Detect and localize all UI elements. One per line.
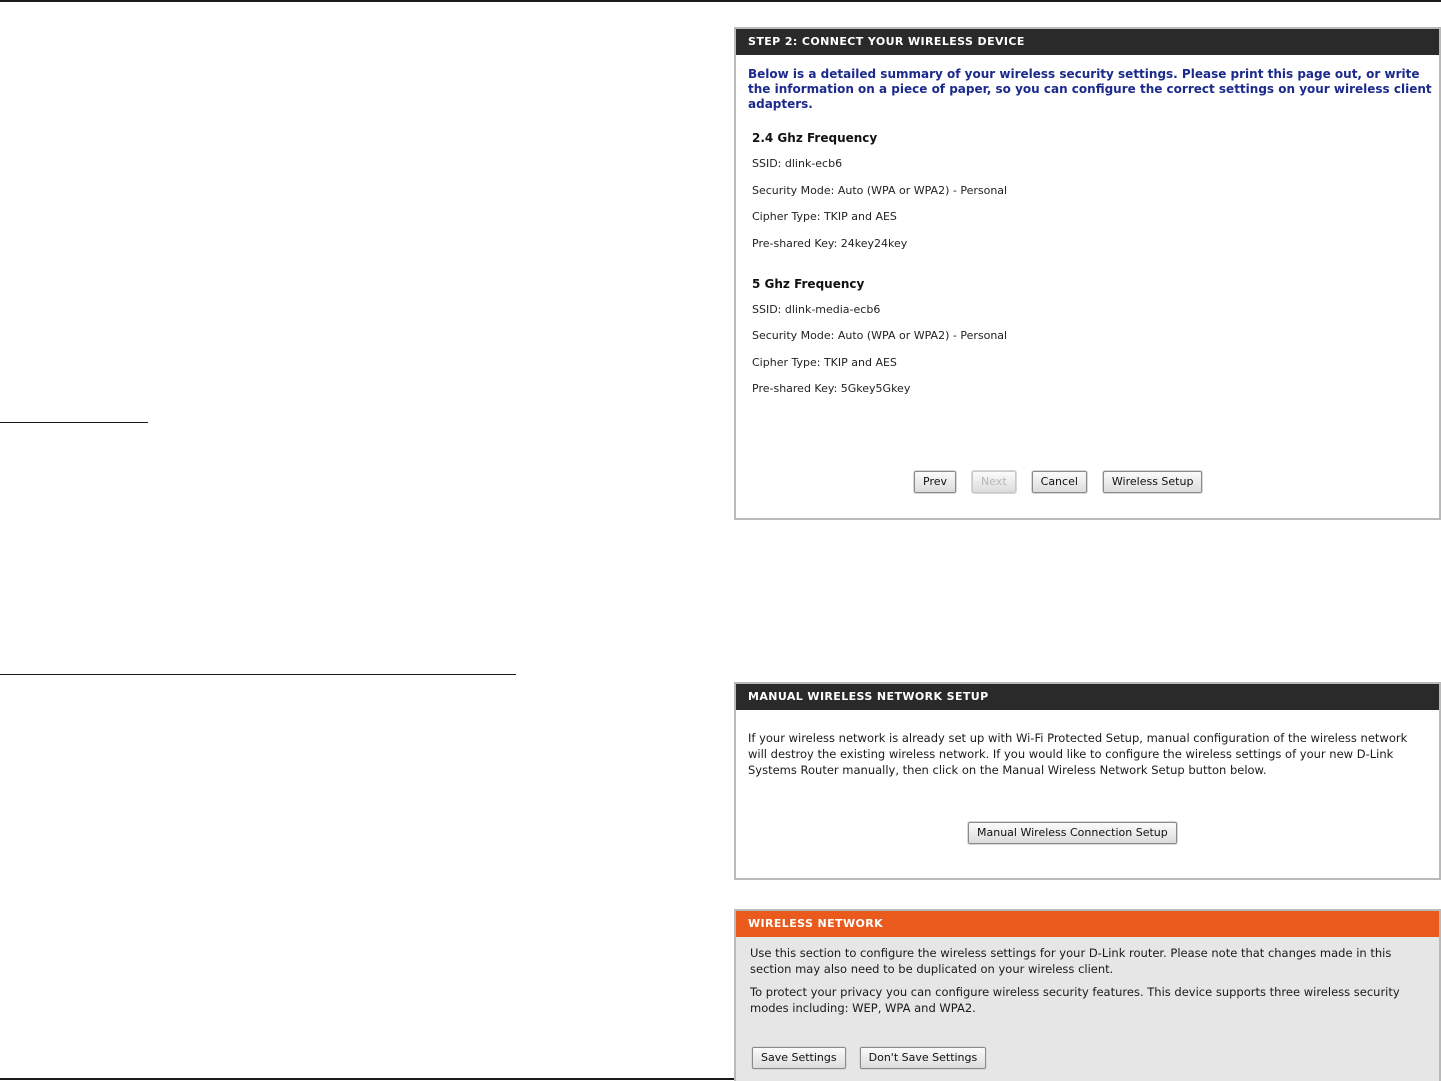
wireless-network-button-row	[736, 1047, 1439, 1069]
band-24-heading: 2.4 Ghz Frequency	[752, 131, 878, 145]
wireless-setup-button[interactable]: Wireless Setup	[1103, 471, 1203, 493]
save-settings-button[interactable]: Save Settings	[752, 1047, 846, 1069]
step2-connect-panel	[734, 27, 1441, 520]
band-5-summary	[748, 274, 1425, 400]
dont-save-settings-button[interactable]: Don't Save Settings	[860, 1047, 987, 1069]
left-underline-short	[0, 422, 148, 423]
wireless-network-para2: To protect your privacy you can configure wireless security features. This device supports three wireless security modes including: WEP, WPA and WPA2.	[750, 985, 1400, 1015]
step2-intro: Below is a detailed summary of your wireless security settings. Please print this page out, or write the information on a piece of paper, so you can configure the correct settings on your wireless client adapters.	[748, 67, 1432, 111]
manual-wireless-connection-setup-button[interactable]: Manual Wireless Connection Setup	[968, 822, 1177, 844]
band-24-psk: Pre-shared Key: 24key24key	[752, 236, 908, 250]
band-5-psk: Pre-shared Key: 5Gkey5Gkey	[752, 382, 911, 395]
step2-title: STEP 2: CONNECT YOUR WIRELESS DEVICE	[736, 29, 1439, 55]
manual-body	[736, 710, 1439, 788]
manual-description: If your wireless network is already set up with Wi-Fi Protected Setup, manual configuration of the wireless network will destroy the existing wireless network. If you would like to configure the wireless settings of your new D-Link Systems Router manually, then click on the Manual Wireless Network Setup button below.	[748, 731, 1408, 777]
band-5-cipher-type: Cipher Type: TKIP and AES	[752, 355, 897, 369]
band-24-summary	[748, 128, 1425, 254]
band-5-ssid: SSID: dlink-media-ecb6	[752, 302, 881, 316]
band-24-ssid: SSID: dlink-ecb6	[752, 157, 843, 170]
left-underline-long	[0, 674, 516, 675]
band-5-security-mode: Security Mode: Auto (WPA or WPA2) - Personal	[752, 329, 1008, 342]
wireless-network-para1: Use this section to configure the wireless settings for your D-Link router. Please note that changes made in this section may also need to be duplicated on your wireless client.	[750, 946, 1392, 976]
prev-button[interactable]: Prev	[914, 471, 956, 493]
next-button[interactable]: Next	[972, 471, 1016, 493]
wireless-network-title: WIRELESS NETWORK	[736, 911, 1439, 937]
wireless-network-body	[736, 937, 1439, 1016]
band-24-cipher-type: Cipher Type: TKIP and AES	[752, 210, 897, 223]
wireless-network-panel	[734, 909, 1441, 1081]
step2-button-row	[736, 471, 1439, 493]
manual-wireless-panel	[734, 682, 1441, 880]
step2-body	[736, 55, 1439, 416]
band-24-security-mode: Security Mode: Auto (WPA or WPA2) - Personal	[752, 183, 1008, 197]
bottom-divider	[0, 1078, 736, 1080]
cancel-button[interactable]: Cancel	[1032, 471, 1087, 493]
band-5-heading: 5 Ghz Frequency	[752, 276, 865, 291]
top-divider	[0, 0, 1441, 2]
manual-button-row	[736, 822, 1439, 844]
manual-title: MANUAL WIRELESS NETWORK SETUP	[736, 684, 1439, 710]
